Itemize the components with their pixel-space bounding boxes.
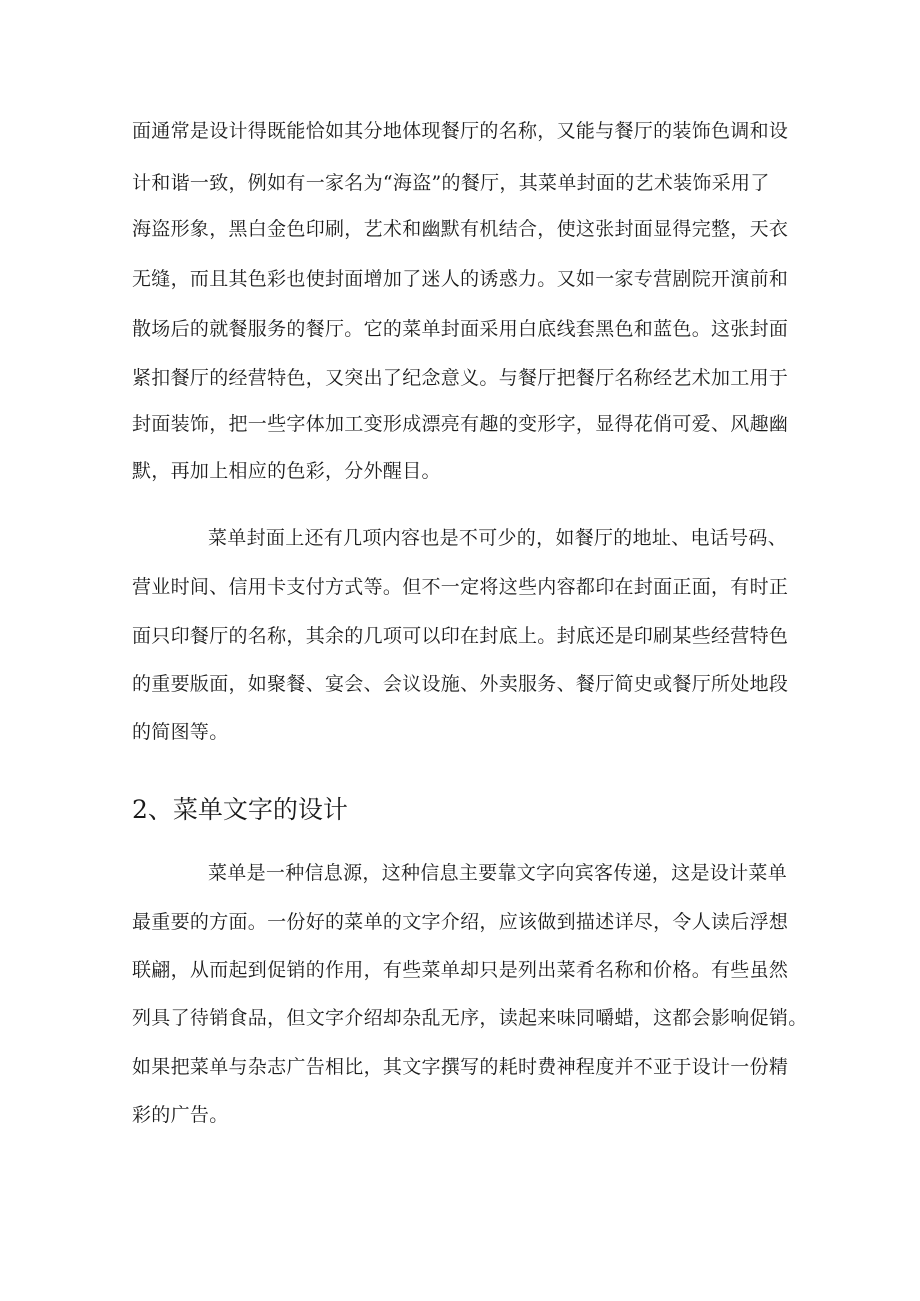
text-line: 菜单封面上还有几项内容也是不可少的，如餐厅的地址、电话号码、 — [208, 527, 788, 549]
text-line: 联翩，从而起到促销的作用，有些菜单却只是列出菜肴名称和价格。有些虽然 — [132, 959, 789, 981]
text-line: 海盗形象，黑白金色印刷，艺术和幽默有机结合，使这张封面显得完整，天衣 — [132, 218, 789, 240]
text-line: 的简图等。 — [132, 721, 229, 743]
text-line: 无缝，而且其色彩也使封面增加了迷人的诱惑力。又如一家专营剧院开演前和 — [132, 268, 789, 290]
text-line: 散场后的就餐服务的餐厅。它的菜单封面采用白底线套黑色和蓝色。这张封面 — [132, 318, 789, 340]
text-line: 封面装饰，把一些字体加工变形成漂亮有趣的变形字，显得花俏可爱、风趣幽 — [132, 413, 789, 435]
text-line: 紧扣餐厅的经营特色，又突出了纪念意义。与餐厅把餐厅名称经艺术加工用于 — [132, 367, 789, 389]
text-line: 面只印餐厅的名称，其余的几项可以印在封底上。封底还是印刷某些经营特色 — [132, 625, 789, 647]
text-line: 彩的广告。 — [132, 1104, 229, 1126]
text-line: 菜单是一种信息源，这种信息主要靠文字向宾客传递，这是设计菜单 — [208, 862, 788, 884]
text-line: 默，再加上相应的色彩，分外醒目。 — [132, 460, 441, 482]
text-line: 列具了待销食品，但文字介绍却杂乱无序，读起来味同嚼蜡，这都会影响促销。 — [132, 1007, 808, 1029]
text-line: 营业时间、信用卡支付方式等。但不一定将这些内容都印在封面正面，有时正 — [132, 576, 789, 598]
text-line: 如果把菜单与杂志广告相比，其文字撰写的耗时费神程度并不亚于设计一份精 — [132, 1056, 789, 1078]
text-line: 面通常是设计得既能恰如其分地体现餐厅的名称，又能与餐厅的装饰色调和设 — [132, 120, 789, 142]
text-line: 的重要版面，如聚餐、宴会、会议设施、外卖服务、餐厅简史或餐厅所处地段 — [132, 673, 789, 695]
section-heading: 2、菜单文字的设计 — [132, 795, 348, 824]
text-line: 最重要的方面。一份好的菜单的文字介绍，应该做到描述详尽，令人读后浮想 — [132, 911, 789, 933]
text-line: 计和谐一致，例如有一家名为“海盗”的餐厅，其菜单封面的艺术装饰采用了 — [132, 172, 770, 194]
